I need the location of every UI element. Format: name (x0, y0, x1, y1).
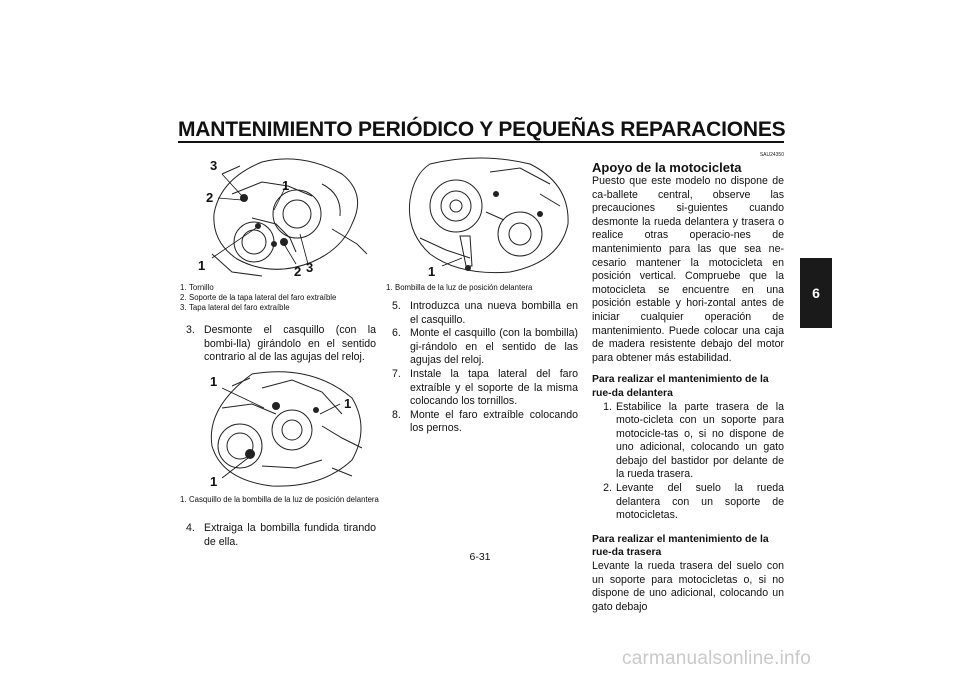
figure2-caption: 1. Casquillo de la bombilla de la luz de posición delantera (180, 495, 379, 504)
section-intro: Puesto que este modelo no dispone de ca-ballete central, observe las precauciones si-guientes cuando desmonte la rueda delantera y trasera o realice otras operacio-nes de mantenimiento para las que sea ne-cesario mantener la motocicleta en posición vertical. Compruebe que la motocicleta se encuentre en una posición estable y hori-zontal antes de iniciar cualquier operación de mantenimiento. Puede colocar una caja de madera resistente debajo del motor para obtener más estabilidad. (592, 175, 784, 364)
callout-1-top: 1 (282, 178, 290, 193)
figure-bulb-socket (192, 368, 374, 490)
callout-1-right: 1 (344, 396, 352, 411)
chapter-tab: 6 (800, 258, 832, 328)
rear-wheel-text: Levante la rueda trasera del suelo con un soporte para motocicletas o, si no dispone de uno adicional, colocando un gato debajo (592, 560, 784, 613)
step-4: 4. Extraiga la bombilla fundida tirando de ella. (186, 522, 376, 548)
section-code: SAU24350 (759, 152, 784, 158)
motorcycle-support-section (592, 152, 784, 614)
figure3-caption: 1. Bombilla de la luz de posición delantera (386, 283, 533, 292)
callout-3-bottom: 3 (306, 260, 314, 275)
front-wheel-steps: 1. Estabilice la parte trasera de la moto-cicleta con un soporte para motocicle-tas o, si no dispone de uno adicional, colocando un gato debajo del bastidor por delante de la rueda trasera. 2. Levante del suelo la rueda delantera con un soporte de motocicletas. (603, 400, 784, 522)
steps-5-8: 5. Introduzca una nueva bombilla en el casquillo. 6. Monte el casquillo (con la bombilla) gi-rándolo en el sentido de las agujas del reloj. 7. Instale la tapa lateral del faro extraíble y el soporte de la misma colocando los tornillos. 8. Monte el faro extraíble colocando los pernos. (392, 300, 578, 435)
page-number: 6-31 (469, 551, 491, 563)
front-wheel-heading: Para realizar el mantenimiento de la rue-da delantera (592, 374, 769, 399)
callout-1: 1 (428, 264, 436, 276)
step-3: 3. Desmonte el casquillo (con la bombi-lla) girándolo en el sentido contrario al de las agujas del reloj. (186, 324, 376, 364)
callout-1-top: 1 (210, 374, 218, 389)
page-title: MANTENIMIENTO PERIÓDICO Y PEQUEÑAS REPARACIONES (178, 118, 786, 141)
callout-1-bottom: 1 (210, 474, 218, 489)
callout-2-left: 2 (206, 190, 214, 205)
rear-wheel-heading: Para realizar el mantenimiento de la rue-da trasera (592, 533, 769, 559)
watermark: carmanualsonline.info (622, 648, 812, 669)
callout-2-bottom: 2 (294, 264, 302, 278)
section-heading: Apoyo de la motocicleta (592, 160, 742, 175)
callout-3-top: 3 (210, 158, 218, 173)
callout-1-left: 1 (198, 258, 206, 273)
figure1-caption: 1. Tornillo 2. Soporte de la tapa lateral del faro extraíble 3. Tapa lateral del faro extraíble (180, 283, 337, 313)
figure-headlight-cover (192, 154, 374, 278)
figure-position-bulb (400, 154, 580, 276)
header-rule (178, 141, 784, 143)
